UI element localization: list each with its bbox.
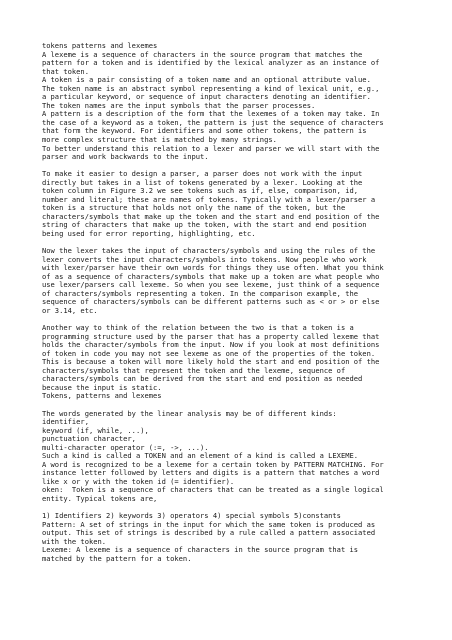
text-line: or 3.14, etc. [42,305,98,315]
paragraph [42,410,432,504]
text-line: oken: Token is a sequence of characters that can be treated as a single logical [42,485,384,495]
text-line: use lexer/parsers call lexeme. So when you see lexeme, just think of a sequence [42,280,380,290]
text-line: string of characters that make up the token, with the start and end position [42,220,367,230]
text-line: Lexeme: A lexeme is a sequence of characters in the source program that is [42,545,359,555]
text-line: To better understand this relation to a lexer and parser we will start with the [42,143,380,153]
text-line: Now the lexer takes the input of characters/symbols and using the rules of the [42,246,376,256]
document-body [42,42,432,563]
text-line: Another way to think of the relation between the two is that a token is a [42,323,354,333]
text-line: pattern for a token and is identified by the lexical analyzer as an instance of [42,58,380,68]
text-line: of token in code you may not see lexeme as one of the properties of the token. [42,348,376,358]
text-line: Pattern: A set of strings in the input for which the same token is produced as [42,519,376,529]
text-line: directly but takes in a list of tokens generated by a lexer. Looking at the [42,177,363,187]
text-line: tokens patterns and lexemes [42,41,158,50]
text-line: Such a kind is called a TOKEN and an element of a kind is called a LEXEME. [42,451,359,461]
text-line: characters/symbols can be derived from the start and end position as needed [42,374,363,384]
text-line: of characters/symbols representing a token. In the comparison example, the [42,288,359,298]
text-line: programming structure used by the parser that has a property called lexeme that [42,331,380,341]
text-line: token is a structure that holds not only the name of the token, but the [42,203,346,213]
text-line: that token. [42,66,89,76]
text-line: This is because a token will more likely hold the start and end position of the [42,357,380,367]
text-line: of as a sequence of characters/symbols that make up a token are what people who [42,271,380,281]
text-line: 1) Identifiers 2) keywords 3) operators 4) special symbols 5)constants [42,511,341,521]
text-line: a particular keyword, or sequence of input characters denoting an identifier. [42,92,371,102]
text-line: A lexeme is a sequence of characters in the source program that matches the [42,49,363,59]
text-line: The token names are the input symbols that the parser processes. [42,100,316,110]
text-line: holds the character/symbols from the input. Now if you look at most definitions [42,340,380,350]
text-line: The token name is an abstract symbol representing a kind of lexical unit, e.g., [42,83,380,93]
text-line: A pattern is a description of the form that the lexemes of a token may take. In [42,109,380,119]
text-line: A word is recognized to be a lexeme for a certain token by PATTERN MATCHING. For [42,459,384,469]
text-line: instance letter followed by letters and digits is a pattern that matches a word [42,468,380,478]
text-line: keyword (if, while, ...), [42,425,149,435]
paragraph [42,170,432,238]
text-line: multi-character operator (:=, ->, ...). [42,442,209,452]
paragraph [42,324,432,401]
text-line: To make it easier to design a parser, a parser does not work with the input [42,169,363,179]
text-line: punctuation character, [42,434,136,444]
text-line: with lexer/parser have their own words for things they use often. What you think [42,263,384,273]
text-line: The words generated by the linear analysis may be of different kinds: [42,408,337,418]
text-line: lexer converts the input characters/symbols into tokens. Now people who work [42,254,367,264]
text-line: the case of a keyword as a token, the pattern is just the sequence of characters [42,117,384,127]
text-line: that form the keyword. For identifiers and some other tokens, the pattern is [42,126,367,136]
text-line: more complex structure that is matched by many strings. [42,135,277,145]
text-line: Tokens, patterns and lexemes [42,391,162,401]
text-line: with the token. [42,536,107,546]
text-line: output. This set of strings is described by a rule called a pattern associated [42,528,376,538]
text-line: parser and work backwards to the input. [42,152,209,162]
text-line: matched by the pattern for a token. [42,553,192,563]
text-line: being used for error reporting, highlighting, etc. [42,229,256,239]
text-line: A token is a pair consisting of a token name and an optional attribute value. [42,75,371,85]
text-line: sequence of characters/symbols can be different patterns such as < or > or else [42,297,380,307]
text-line: entity. Typical tokens are, [42,493,158,503]
paragraph [42,512,432,563]
paragraph [42,42,432,162]
text-line: number and literal; these are names of tokens. Typically with a lexer/parser a [42,194,376,204]
text-line: like x or y with the token id (= identifier). [42,476,235,486]
paragraph [42,247,432,315]
text-line: characters/symbols that represent the token and the lexeme, sequence of [42,365,346,375]
text-line: characters/symbols that make up the token and the start and end position of the [42,211,380,221]
text-line: because the input is static. [42,382,162,392]
text-line: token column in Figure 3.2 we see tokens such as if, else, comparison, id, [42,186,359,196]
text-line: identifier, [42,417,89,427]
